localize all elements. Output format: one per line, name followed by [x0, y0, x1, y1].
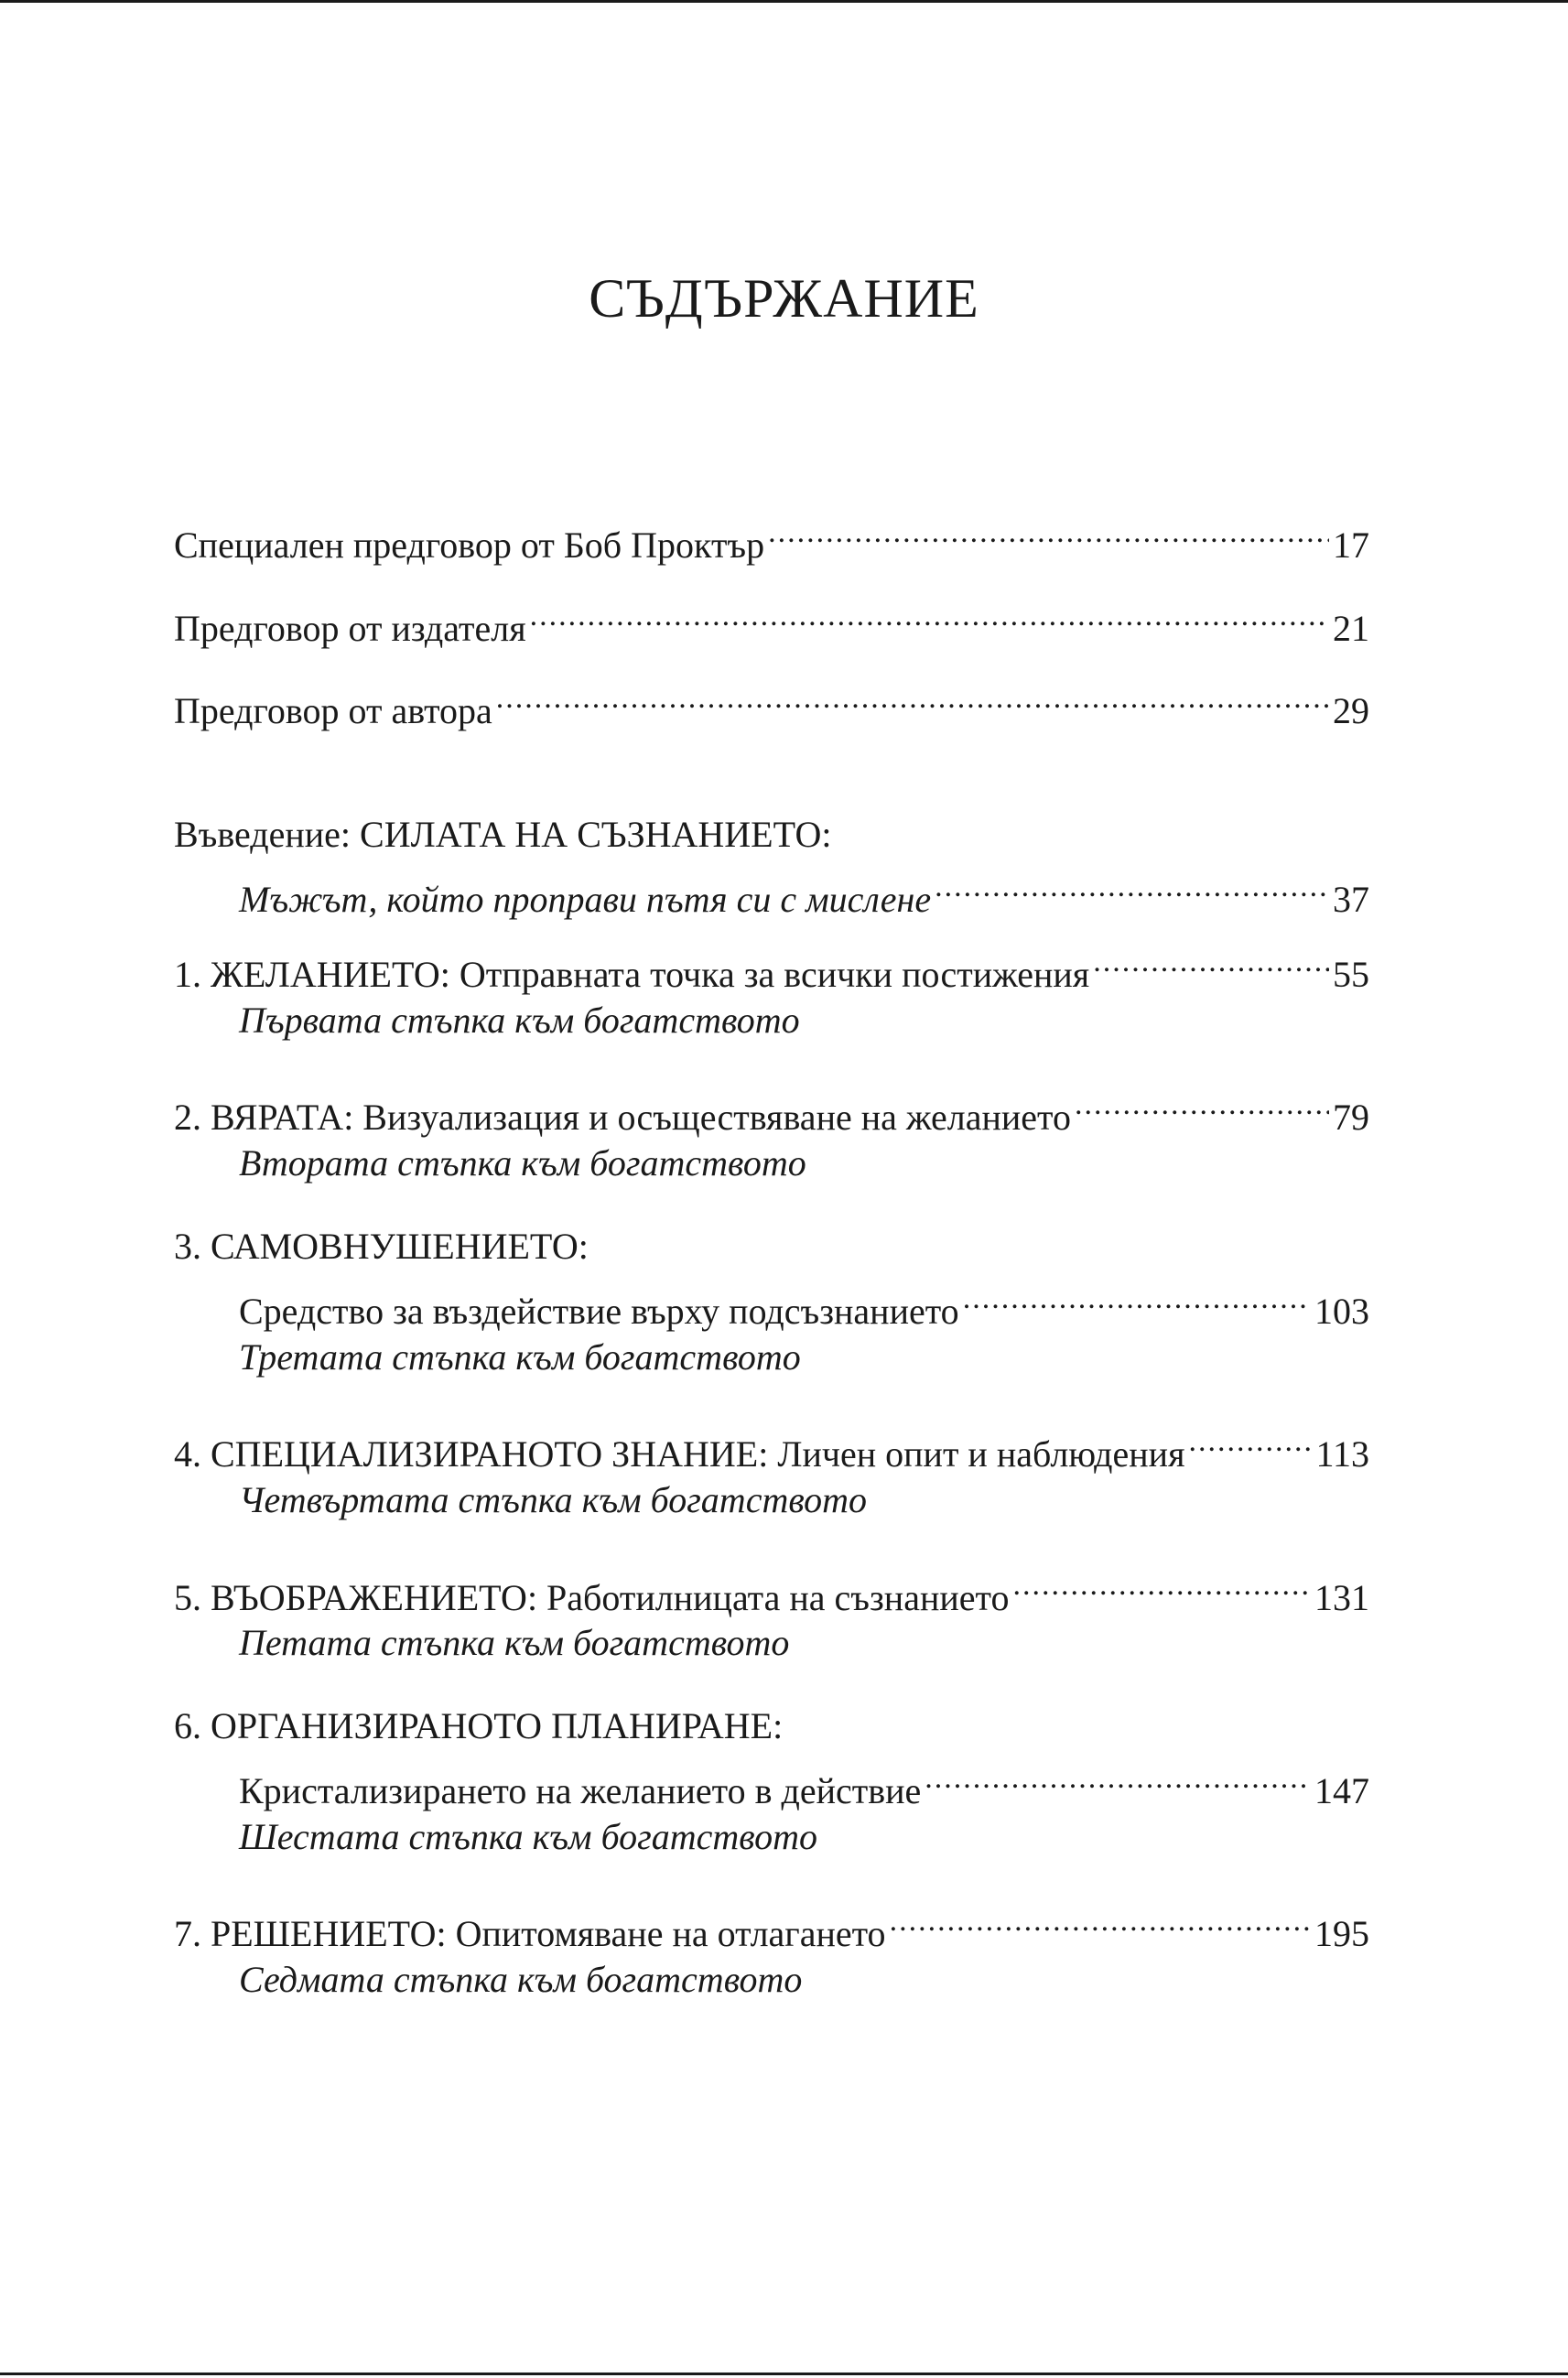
toc-page-number: 55 [1333, 954, 1369, 995]
toc-entry[interactable] [174, 1902, 1369, 1956]
toc-entry-subtitle-line [239, 1478, 1369, 1522]
toc-entry-subtitle-line [239, 1335, 1369, 1379]
toc-entry[interactable] [174, 597, 1369, 651]
toc-entry-subtitle: Мъжът, който проправи пътя си с мислене [239, 879, 932, 920]
toc-entry-subtitle: Петата стъпка към богатството [239, 1622, 790, 1663]
dot-leader [890, 1902, 1311, 1946]
toc-entry[interactable] [174, 1086, 1369, 1140]
toc-entry-subtitle-line [239, 1815, 1369, 1859]
toc-entry-title: 6. ОРГАНИЗИРАНОТО ПЛАНИРАНЕ: [174, 1705, 784, 1746]
toc-entry-subtitle: Втората стъпка към богатството [239, 1142, 806, 1184]
toc-entry-subtitle: Четвъртата стъпка към богатството [239, 1479, 868, 1520]
dot-leader [768, 513, 1329, 557]
toc-page-number: 79 [1333, 1097, 1369, 1138]
toc-entry-subtitle: Шестата стъпка към богатството [239, 1816, 818, 1857]
toc-entry-subtitle-line [239, 1621, 1369, 1665]
dot-leader [935, 868, 1329, 912]
toc-entry-subtitle: Първата стъпка към богатството [239, 1000, 800, 1041]
toc-entry-subtitle-line [239, 999, 1369, 1043]
toc-page-number: 113 [1315, 1433, 1369, 1475]
dot-leader [963, 1280, 1311, 1324]
toc-entry-title: 1. ЖЕЛАНИЕТО: Отправната точка за всички постижения [174, 954, 1090, 995]
toc-entry[interactable] [174, 1566, 1369, 1620]
top-rule [0, 0, 1568, 3]
dot-leader [1012, 1566, 1311, 1610]
toc-page-number: 17 [1333, 524, 1369, 566]
toc-entry-title: Предговор от издателя [174, 608, 526, 649]
toc-entry-heading[interactable] [174, 1225, 1369, 1269]
toc-entry[interactable] [174, 679, 1369, 733]
toc-entry-subtitle: Кристализирането на желанието в действие [239, 1770, 922, 1811]
toc-entry-title: 5. ВЪОБРАЖЕНИЕТО: Работилницата на съзнанието [174, 1577, 1010, 1618]
toc-entry[interactable] [174, 1422, 1369, 1476]
toc-entry-title: 3. САМОВНУШЕНИЕТО: [174, 1226, 589, 1267]
toc-entry-title: Въведение: СИЛАТА НА СЪЗНАНИЕТО: [174, 814, 832, 855]
toc-entry-subtitle: Седмата стъпка към богатството [239, 1959, 803, 2000]
toc-entry-subtitle-line [239, 1958, 1369, 2002]
toc-page-number: 195 [1314, 1913, 1369, 1954]
toc-entry-heading[interactable] [174, 813, 1369, 857]
toc-entry[interactable] [239, 868, 1369, 922]
toc-page-number: 131 [1314, 1577, 1369, 1618]
bottom-rule [0, 2373, 1568, 2375]
toc-entry-title: Предговор от автора [174, 690, 492, 731]
dot-leader [496, 679, 1329, 723]
toc-entry[interactable] [239, 1759, 1369, 1813]
toc-entry-title: 2. ВЯРАТА: Визуализация и осъществяване на желанието [174, 1097, 1071, 1138]
toc-entry[interactable] [239, 1280, 1369, 1334]
toc-entry-title: Специален предговор от Боб Проктър [174, 524, 765, 566]
toc-page-number: 29 [1333, 690, 1369, 731]
toc-page-number: 147 [1314, 1770, 1369, 1811]
toc-entry[interactable] [174, 943, 1369, 997]
toc-entry-subtitle-line [239, 1141, 1369, 1185]
toc-page-number: 103 [1314, 1291, 1369, 1332]
toc-entry-heading[interactable] [174, 1704, 1369, 1748]
dot-leader [1188, 1422, 1312, 1466]
dot-leader [925, 1759, 1311, 1803]
dot-leader [1093, 943, 1329, 987]
page-title: СЪДЪРЖАНИЕ [589, 268, 979, 329]
toc-page-number: 37 [1333, 879, 1369, 920]
toc-entry-title: 4. СПЕЦИАЛИЗИРАНОТО ЗНАНИЕ: Личен опит и наблюдения [174, 1433, 1185, 1475]
dot-leader [530, 597, 1329, 641]
dot-leader [1075, 1086, 1329, 1130]
toc-entry-title: 7. РЕШЕНИЕТО: Опитомяване на отлагането [174, 1913, 886, 1954]
toc-page-number: 21 [1333, 608, 1369, 649]
toc-entry[interactable] [174, 513, 1369, 567]
toc-entry-subtitle: Третата стъпка към богатството [239, 1336, 801, 1378]
toc-entry-subtitle: Средство за въздействие върху подсъзнанието [239, 1291, 959, 1332]
